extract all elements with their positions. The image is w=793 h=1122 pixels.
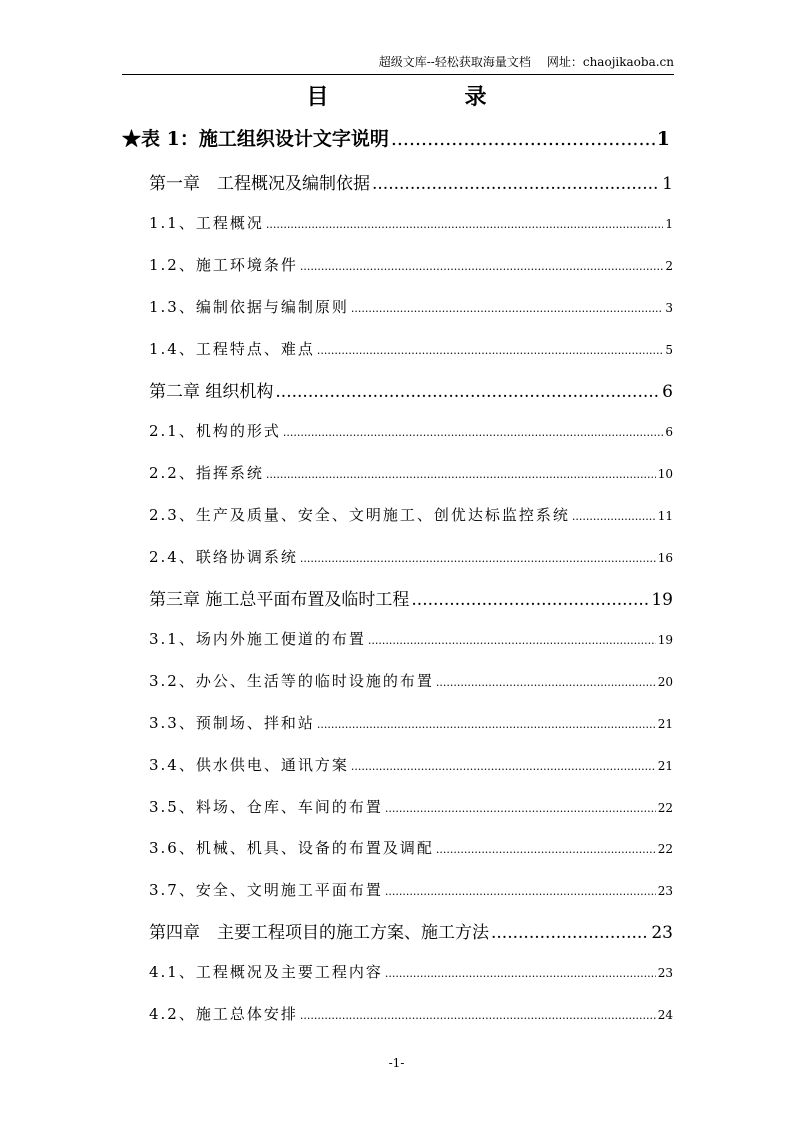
toc-entry-label: 3.5、料场、仓库、车间的布置	[149, 798, 383, 816]
toc-leader-dots	[385, 967, 656, 980]
toc-entry-label: 4.2、施工总体安排	[149, 1005, 298, 1023]
toc-entry-label: 1.1、工程概况	[149, 214, 264, 232]
toc-entry-page: 1	[662, 174, 673, 194]
toc-leader-dots	[436, 676, 656, 689]
toc-entry-label: 第一章 工程概况及编制依据	[149, 174, 370, 194]
toc-entry-label: ★表 1：施工组织设计文字说明	[122, 128, 389, 150]
toc-entry-page: 21	[657, 717, 673, 731]
toc-leader-dots	[283, 426, 664, 439]
toc-entry-label: 2.3、生产及质量、安全、文明施工、创优达标监控系统	[149, 506, 570, 524]
toc-entry-page: 16	[657, 551, 673, 565]
toc-leader-dots	[300, 260, 664, 273]
toc-entry-page: 6	[662, 382, 673, 402]
toc-entry[interactable]	[149, 754, 673, 775]
toc-leader-dots	[300, 1009, 656, 1022]
toc-entry-page: 1	[656, 128, 670, 150]
toc-leader-dots	[372, 174, 660, 194]
toc-entry-label: 3.3、预制场、拌和站	[149, 714, 315, 732]
toc-entry-page: 23	[657, 884, 673, 898]
toc-entry[interactable]	[149, 169, 673, 194]
toc-entry-page: 20	[657, 675, 673, 689]
toc-entry[interactable]	[149, 879, 673, 900]
toc-entry-label: 第三章 施工总平面布置及临时工程	[149, 590, 410, 610]
toc-entry-page: 23	[651, 923, 673, 943]
toc-entry[interactable]	[122, 124, 670, 151]
toc-entry-label: 3.4、供水供电、通讯方案	[149, 756, 349, 774]
toc-entry[interactable]	[149, 546, 673, 567]
header-url-text: 网址：chaojikaoba.cn	[546, 55, 674, 69]
toc-entry[interactable]	[149, 420, 673, 441]
toc-entry[interactable]	[149, 585, 673, 610]
toc-entry-page: 1	[665, 217, 673, 231]
toc-leader-dots	[300, 552, 656, 565]
toc-leader-dots	[572, 510, 656, 523]
toc-entry[interactable]	[149, 462, 673, 483]
toc-entry-label: 3.6、机械、机具、设备的布置及调配	[149, 839, 434, 857]
toc-entry-label: 3.7、安全、文明施工平面布置	[149, 881, 383, 899]
page-number: -1-	[388, 1056, 405, 1070]
toc-leader-dots	[351, 760, 656, 773]
page-footer	[0, 1056, 793, 1070]
title-char-2: 录	[464, 84, 487, 110]
toc-entry[interactable]	[149, 212, 673, 233]
toc-leader-dots	[491, 923, 649, 943]
toc-entry-label: 3.2、办公、生活等的临时设施的布置	[149, 672, 434, 690]
toc-entry-label: 第四章 主要工程项目的施工方案、施工方法	[149, 923, 489, 943]
toc-leader-dots	[266, 218, 664, 231]
toc-leader-dots	[368, 634, 656, 647]
toc-leader-dots	[275, 382, 660, 402]
toc-entry-label: 1.3、编制依据与编制原则	[149, 298, 349, 316]
toc-entry-page: 23	[657, 966, 673, 980]
toc-entry-page: 21	[657, 759, 673, 773]
toc-entry-page: 19	[657, 633, 673, 647]
toc-entry[interactable]	[149, 628, 673, 649]
toc-entry[interactable]	[149, 338, 673, 359]
toc-entry-label: 第二章 组织机构	[149, 382, 274, 402]
toc-leader-dots	[391, 128, 655, 150]
toc-leader-dots	[411, 590, 649, 610]
toc-entry[interactable]	[149, 377, 673, 402]
toc-entry[interactable]	[149, 670, 673, 691]
toc-entry-page: 22	[657, 842, 673, 856]
toc-entry[interactable]	[149, 1003, 673, 1024]
toc-entry-page: 19	[651, 590, 673, 610]
toc-entry-page: 6	[665, 425, 673, 439]
toc-entry-label: 2.1、机构的形式	[149, 422, 281, 440]
toc-entry[interactable]	[149, 961, 673, 982]
toc-leader-dots	[266, 468, 656, 481]
toc-entry[interactable]	[149, 712, 673, 733]
toc-entry-label: 2.4、联络协调系统	[149, 548, 298, 566]
toc-leader-dots	[351, 302, 664, 315]
toc-entry-page: 5	[665, 343, 673, 357]
toc-entry[interactable]	[149, 296, 673, 317]
toc-leader-dots	[436, 843, 656, 856]
toc-entry[interactable]	[149, 918, 673, 943]
header-site-text: 超级文库--轻松获取海量文档	[378, 55, 531, 69]
toc-entry-page: 24	[657, 1008, 673, 1022]
toc-leader-dots	[317, 344, 664, 357]
toc-entry-label: 1.4、工程特点、难点	[149, 340, 315, 358]
toc-leader-dots	[317, 718, 656, 731]
toc-entry-page: 2	[665, 259, 673, 273]
toc-entry[interactable]	[149, 254, 673, 275]
toc-entry[interactable]	[149, 504, 673, 525]
toc-entry-label: 3.1、场内外施工便道的布置	[149, 630, 366, 648]
toc-entry-page: 11	[657, 509, 673, 523]
toc-leader-dots	[385, 802, 656, 815]
toc-entry-label: 4.1、工程概况及主要工程内容	[149, 963, 383, 981]
toc-entry-page: 3	[665, 301, 673, 315]
toc-entry-page: 10	[657, 467, 673, 481]
toc-entry-label: 1.2、施工环境条件	[149, 256, 298, 274]
toc-leader-dots	[385, 885, 656, 898]
toc-entry[interactable]	[149, 796, 673, 817]
toc-entry[interactable]	[149, 837, 673, 858]
toc-entry-label: 2.2、指挥系统	[149, 464, 264, 482]
toc-entry-page: 22	[657, 801, 673, 815]
title-char-1: 目	[306, 84, 329, 110]
